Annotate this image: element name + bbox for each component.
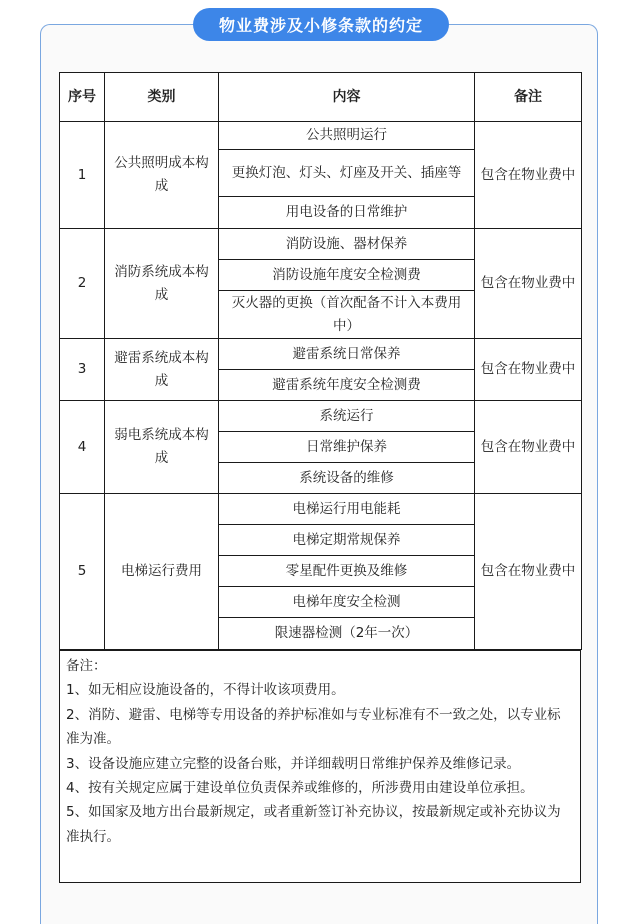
fee-table [59, 72, 582, 650]
row-item: 用电设备的日常维护 [219, 197, 475, 229]
row-remark: 包含在物业费中 [475, 339, 582, 401]
table-row [60, 339, 582, 370]
table-row [60, 229, 582, 260]
table-row [60, 401, 582, 432]
row-category: 消防系统成本构成 [105, 229, 219, 339]
row-item: 电梯年度安全检测 [219, 587, 475, 618]
header-content: 内容 [219, 73, 475, 122]
row-no: 3 [60, 339, 105, 401]
row-no: 1 [60, 122, 105, 229]
row-remark: 包含在物业费中 [475, 494, 582, 650]
header-no: 序号 [60, 73, 105, 122]
row-no: 5 [60, 494, 105, 650]
row-item: 电梯定期常规保养 [219, 525, 475, 556]
row-category: 避雷系统成本构成 [105, 339, 219, 401]
table-row [60, 122, 582, 150]
row-item: 消防设施年度安全检测费 [219, 260, 475, 291]
note-line: 1、如无相应设施设备的，不得计收该项费用。 [66, 682, 345, 699]
note-line: 4、按有关规定应属于建设单位负责保养或维修的，所涉费用由建设单位承担。 [66, 780, 534, 797]
row-item: 限速器检测（2年一次） [219, 618, 475, 650]
row-item: 公共照明运行 [219, 122, 475, 150]
row-category: 电梯运行费用 [105, 494, 219, 650]
row-item: 避雷系统年度安全检测费 [219, 370, 475, 401]
table-header-row [60, 73, 582, 122]
row-item: 电梯运行用电能耗 [219, 494, 475, 525]
row-item: 零星配件更换及维修 [219, 556, 475, 587]
row-remark: 包含在物业费中 [475, 401, 582, 494]
page-title: 物业费涉及小修条款的约定 [193, 8, 449, 41]
row-category: 公共照明成本构成 [105, 122, 219, 229]
row-no: 2 [60, 229, 105, 339]
row-item: 更换灯泡、灯头、灯座及开关、插座等 [219, 150, 475, 197]
row-item: 消防设施、器材保养 [219, 229, 475, 260]
row-remark: 包含在物业费中 [475, 122, 582, 229]
notes-heading: 备注： [66, 658, 107, 674]
row-remark: 包含在物业费中 [475, 229, 582, 339]
row-no: 4 [60, 401, 105, 494]
header-remark: 备注 [475, 73, 582, 122]
row-item: 避雷系统日常保养 [219, 339, 475, 370]
row-item: 系统设备的维修 [219, 463, 475, 494]
row-item: 系统运行 [219, 401, 475, 432]
note-line: 5、如国家及地方出台最新规定，或者重新签订补充协议，按最新规定或补充协议为准执行。 [66, 804, 561, 845]
header-category: 类别 [105, 73, 219, 122]
note-line: 3、设备设施应建立完整的设备台账，并详细载明日常维护保养及维修记录。 [66, 755, 521, 772]
row-item: 日常维护保养 [219, 432, 475, 463]
row-category: 弱电系统成本构成 [105, 401, 219, 494]
note-line: 2、消防、避雷、电梯等专用设备的养护标准如与专业标准有不一致之处，以专业标准为准。 [66, 706, 561, 748]
table-row [60, 494, 582, 525]
notes-box [59, 650, 581, 883]
row-item: 灭火器的更换（首次配备不计入本费用中） [219, 291, 475, 339]
